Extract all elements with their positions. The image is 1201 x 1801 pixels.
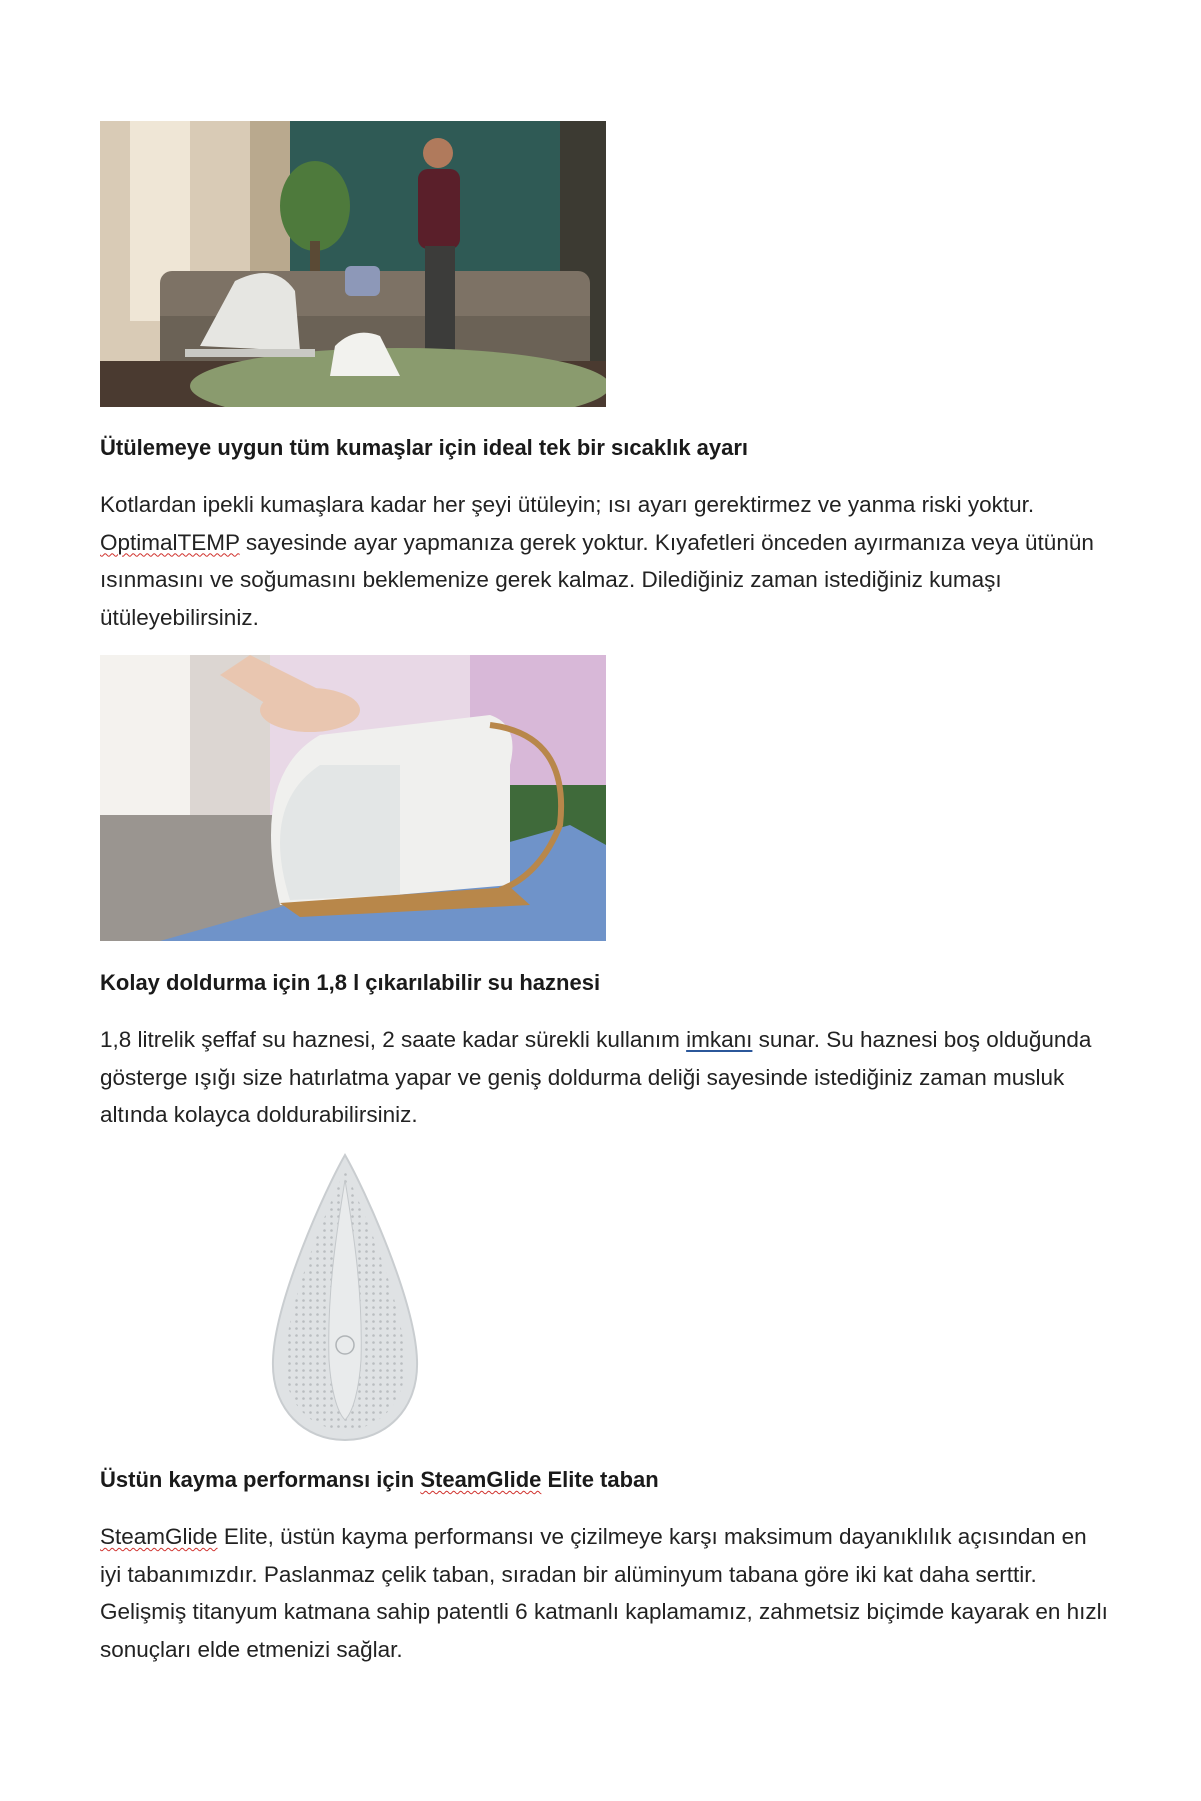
section-heading: Kolay doldurma için 1,8 l çıkarılabilir su haznesi [100,970,601,995]
heading-text: Üstün kayma performansı için [100,1467,421,1492]
section-paragraph [100,1518,1110,1668]
paragraph-text: sunar. Su haznesi boş olduğunda gösterge ışığı size hatırlatma yapar ve geniş doldurma deliği sayesinde istediğiniz zaman musluk altında kolayca doldurabilirsiniz. [100,1027,1092,1127]
section-heading [100,1465,659,1495]
product-photo-living-room [100,121,606,407]
misspelled-word: SteamGlide [100,1524,218,1549]
misspelled-word: SteamGlide [420,1467,542,1492]
paragraph-text: Elite, üstün kayma performansı ve çizilmeye karşı maksimum dayanıklılık açısından en iyi tabanımızdır. Paslanmaz çelik taban, sıradan bir alüminyum tabana göre iki kat daha serttir. Gelişmiş titanyum katmana sahip patentli 6 katmanlı kaplamamız, zahmetsiz biçimde kayarak en hızlı sonuçları elde etmenizi sağlar. [100,1524,1108,1662]
paragraph-text: Kotlardan ipekli kumaşlara kadar her şeyi ütüleyin; ısı ayarı gerektirmez ve yanma riski yoktur. [100,492,1035,517]
heading-text: Elite taban [541,1467,659,1492]
section-paragraph [100,1021,1110,1134]
misspelled-word: OptimalTEMP [100,529,240,555]
section-heading: Ütülemeye uygun tüm kumaşlar için ideal tek bir sıcaklık ayarı [100,435,749,460]
product-photo-water-tank [100,655,606,941]
section-paragraph [100,486,1110,636]
paragraph-text: sayesinde ayar yapmanıza gerek yoktur. Kıyafetleri önceden ayırmanıza veya ütünün ısınmasını ve soğumasını beklemenize gerek kalmaz. Dilediğiniz zaman istediğiniz kumaşı ütüleyebilirsiniz. [100,529,1094,630]
product-photo-soleplate [265,1150,425,1445]
paragraph-text: 1,8 litrelik şeffaf su haznesi, 2 saate kadar sürekli kullanım [100,1027,687,1052]
grammar-flagged-word: imkanı [686,1027,753,1052]
